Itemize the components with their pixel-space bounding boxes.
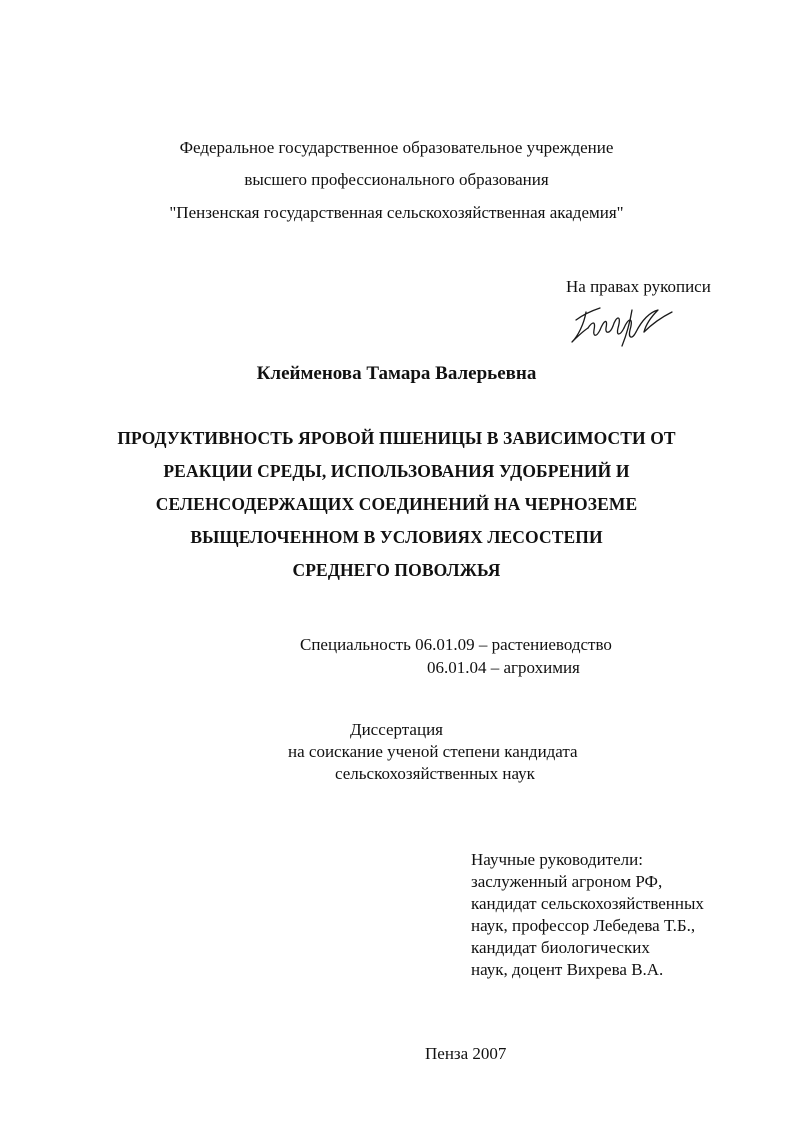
supervisor-line: кандидат биологических (471, 938, 650, 957)
institution-line-2: высшего профессионального образования (244, 170, 549, 189)
supervisor-line: наук, доцент Вихрева В.А. (471, 960, 664, 979)
specialty-line-1: Специальность 06.01.09 – растениеводство (300, 635, 612, 654)
supervisors-heading: Научные руководители: (471, 850, 643, 869)
title-line-1: ПРОДУКТИВНОСТЬ ЯРОВОЙ ПШЕНИЦЫ В ЗАВИСИМОСТИ ОТ (117, 428, 676, 448)
title-line-4: ВЫЩЕЛОЧЕННОМ В УСЛОВИЯХ ЛЕСОСТЕПИ (190, 527, 603, 547)
supervisor-line: наук, профессор Лебедева Т.Б., (471, 916, 696, 935)
supervisor-line: кандидат сельскохозяйственных (471, 894, 704, 913)
title-line-3: СЕЛЕНСОДЕРЖАЩИХ СОЕДИНЕНИЙ НА ЧЕРНОЗЕМЕ (155, 494, 638, 514)
specialty-line-2: 06.01.04 – агрохимия (427, 658, 580, 677)
place-year: Пенза 2007 (425, 1044, 507, 1063)
institution-line-1: Федеральное государственное образовательное учреждение (179, 138, 614, 157)
title-line-2: РЕАКЦИИ СРЕДЫ, ИСПОЛЬЗОВАНИЯ УДОБРЕНИЙ И (163, 461, 630, 481)
degree-line-2: на соискание ученой степени кандидата (288, 742, 578, 761)
author-name: Клейменова Тамара Валерьевна (256, 363, 537, 384)
degree-line-1: Диссертация (349, 720, 443, 739)
manuscript-note: На правах рукописи (566, 277, 711, 296)
institution-line-3: "Пензенская государственная сельскохозяйственная академия" (169, 203, 624, 222)
degree-line-3: сельскохозяйственных наук (335, 764, 535, 783)
title-line-5: СРЕДНЕГО ПОВОЛЖЬЯ (292, 560, 501, 580)
signature-image (566, 302, 676, 350)
supervisor-line: заслуженный агроном РФ, (471, 872, 663, 891)
